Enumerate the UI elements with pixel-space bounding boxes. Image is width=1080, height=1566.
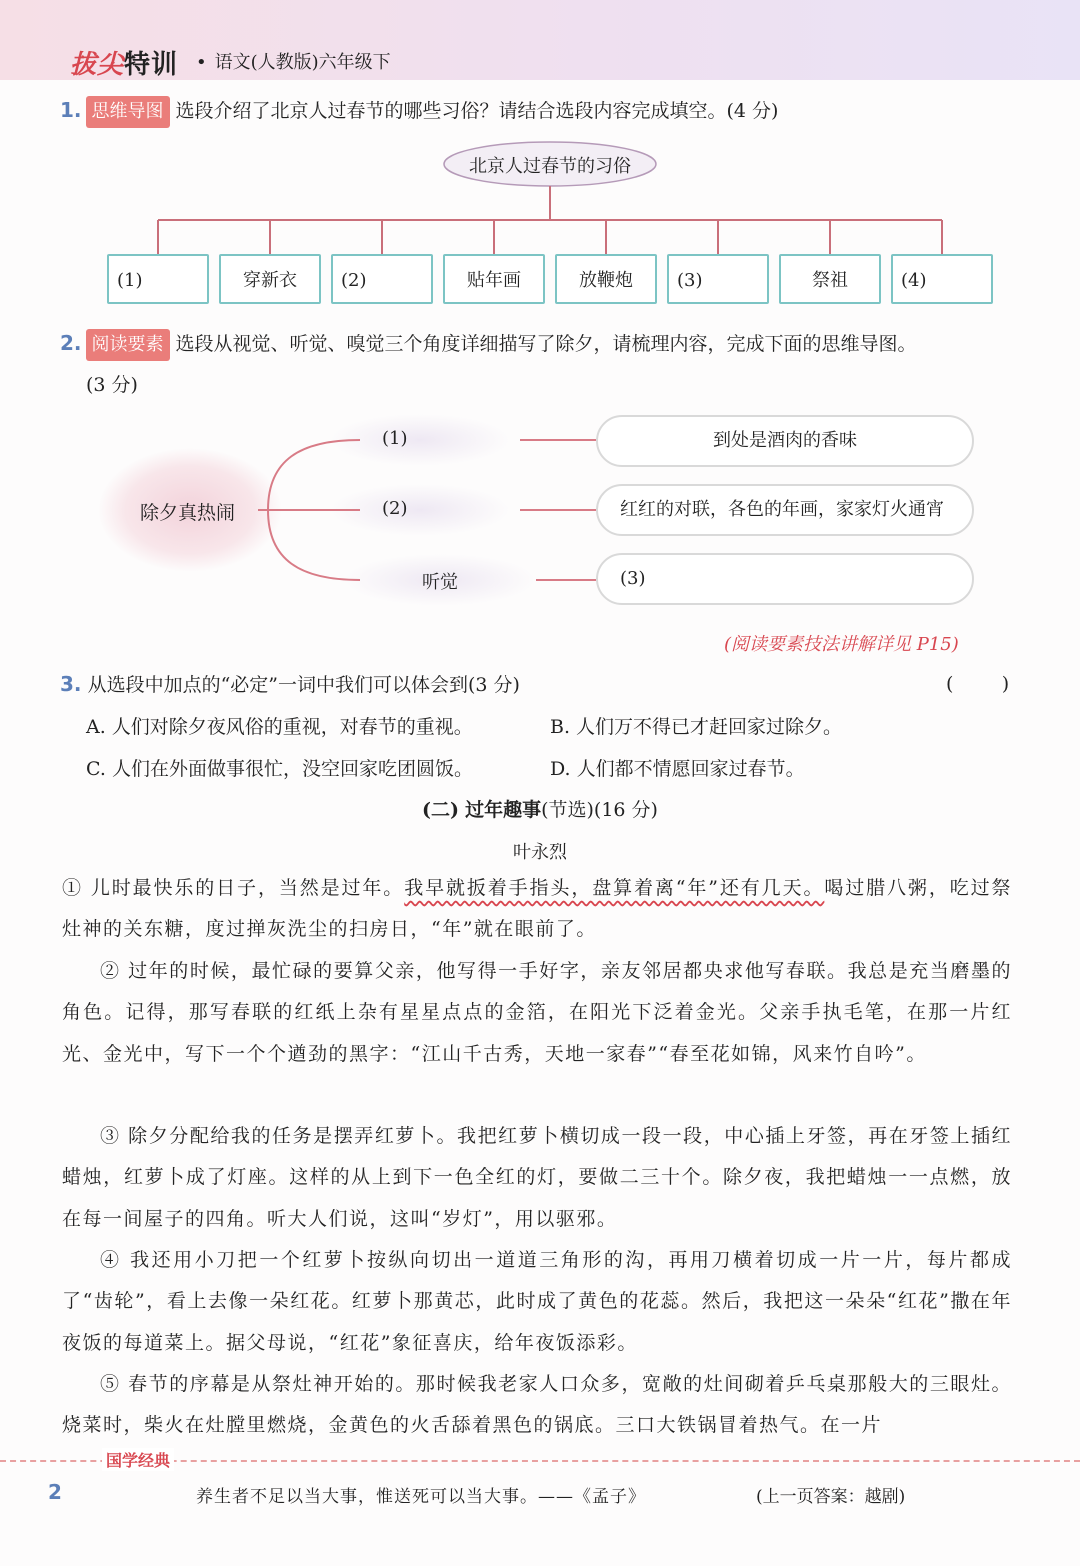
- q3-option-c[interactable]: C. 人们在外面做事很忙，没空回家吃团圆饭。: [86, 758, 473, 780]
- passage-title: 过年趣事: [465, 799, 542, 821]
- footer-prev-answer: (上一页答案：越剧): [756, 1487, 906, 1507]
- q1-number: 1.: [60, 98, 82, 122]
- q2-score: (3 分): [86, 374, 138, 396]
- q2-prompt: [60, 328, 1020, 361]
- q3-option-a[interactable]: A. 人们对除夕夜风俗的重视，对春节的重视。: [86, 716, 473, 738]
- q2-note: (阅读要素技法讲解详见 P15): [724, 634, 959, 655]
- q2-tag: 阅读要素: [86, 329, 170, 361]
- q2-detail-sight: 红红的对联，各色的年画，家家灯火通宵: [596, 484, 974, 536]
- q2-branch-2[interactable]: (2): [382, 498, 408, 519]
- passage-paragraph-2: ② 过年的时候，最忙碌的要算父亲，他写得一手好字，亲友邻居都央求他写春联。我总是充当磨墨的角色。记得，那写春联的红纸上杂有星星点点的金箔，在阳光下泛着金光。父亲手执毛笔，在那一片红光、金光中，写下一个个遒劲的黑字：“江山千古秀，天地一家春”“春至花如锦，风来竹自吟”。: [62, 960, 1012, 1065]
- q3-answer-paren[interactable]: ( ): [946, 673, 1010, 695]
- book-dot: •: [196, 52, 207, 73]
- p1-part-b: 喝过腊八粥，吃过祭灶神的关东糖，度过掸灰洗尘的扫房日，“年”就在眼前了。: [62, 877, 1012, 941]
- q3-text: 从选段中加点的“必定”一词中我们可以体会到(3 分): [87, 674, 520, 696]
- q1-text: 选段介绍了北京人过春节的哪些习俗？请结合选段内容完成填空。(4 分): [175, 100, 779, 122]
- q2-branch-3: 听觉: [422, 572, 458, 593]
- q3-option-d[interactable]: D. 人们都不情愿回家过春节。: [550, 758, 805, 780]
- q1-box-new-clothes: 穿新衣: [219, 254, 321, 304]
- footer-quote: 养生者不足以当大事，惟送死可以当大事。——《孟子》: [196, 1487, 646, 1507]
- q2-branch-1[interactable]: (1): [382, 428, 408, 449]
- q1-blank-1[interactable]: (1): [107, 254, 209, 304]
- q1-blank-3[interactable]: (3): [667, 254, 769, 304]
- q1-box-firecrackers: 放鞭炮: [555, 254, 657, 304]
- q3-prompt: [60, 669, 520, 700]
- q1-tag: 思维导图: [86, 96, 170, 128]
- p1-part-a: ① 儿时最快乐的日子，当然是过年。: [62, 877, 405, 899]
- passage-section: (二): [422, 799, 460, 821]
- p1-wavy-sentence: 我早就扳着手指头，盘算着离“年”还有几天。: [404, 877, 825, 899]
- q2-detail-smell: 到处是酒肉的香味: [596, 415, 974, 467]
- q2-detail-blank[interactable]: (3): [596, 553, 974, 605]
- q3-option-b[interactable]: B. 人们万不得已才赶回家过除夕。: [550, 716, 843, 738]
- q1-box-ancestors: 祭祖: [779, 254, 881, 304]
- passage-paragraph-4: ④ 我还用小刀把一个红萝卜按纵向切出一道道三角形的沟，再用刀横着切成一片一片，每片都成了“齿轮”，看上去像一朵红花。红萝卜那黄芯，此时成了黄色的花蕊。然后，我把这一朵朵“红花”撒在年夜饭的每道菜上。据父母说，“红花”象征喜庆，给年夜饭添彩。: [62, 1249, 1012, 1354]
- q1-box-new-year-pictures: 贴年画: [443, 254, 545, 304]
- q1-root-label: 北京人过春节的习俗: [469, 156, 631, 177]
- passage-paragraph-5: ⑤ 春节的序幕是从祭灶神开始的。那时候我老家人口众多，宽敞的灶间砌着乒乓桌那般大的三眼灶。烧菜时，柴火在灶膛里燃烧，金黄色的火舌舔着黑色的锅底。三口大铁锅冒着热气。在一片: [62, 1373, 1012, 1437]
- passage-heading: [0, 795, 1080, 822]
- passage-author: 叶永烈: [513, 842, 567, 863]
- q1-prompt: [60, 95, 778, 128]
- q2-center-label: 除夕真热闹: [140, 502, 236, 524]
- footer-tag: 国学经典: [102, 1448, 174, 1471]
- brand-part1: 拔尖: [70, 50, 125, 80]
- book-title-text: 语文(人教版)六年级下: [214, 52, 391, 73]
- passage-subtitle: (节选)(16 分): [541, 799, 658, 821]
- passage-paragraph-3: ③ 除夕分配给我的任务是摆弄红萝卜。我把红萝卜横切成一段一段，中心插上牙签，再在牙签上插红蜡烛，红萝卜成了灯座。这样的从上到下一色全红的灯，要做二三十个。除夕夜，我把蜡烛一一点燃，放在每一间屋子的四角。听大人们说，这叫“岁灯”，用以驱邪。: [62, 1125, 1012, 1230]
- brand-logo: [70, 44, 178, 81]
- q3-number: 3.: [60, 672, 82, 696]
- q2-number: 2.: [60, 331, 82, 355]
- page-number: 2: [48, 1480, 62, 1504]
- q1-blank-4[interactable]: (4): [891, 254, 993, 304]
- passage-paragraph-1: [62, 868, 1012, 951]
- q2-text: 选段从视觉、听觉、嗅觉三个角度详细描写了除夕，请梳理内容，完成下面的思维导图。: [175, 333, 917, 355]
- book-title: [196, 48, 391, 74]
- q1-blank-2[interactable]: (2): [331, 254, 433, 304]
- brand-part2: 特训: [124, 50, 179, 80]
